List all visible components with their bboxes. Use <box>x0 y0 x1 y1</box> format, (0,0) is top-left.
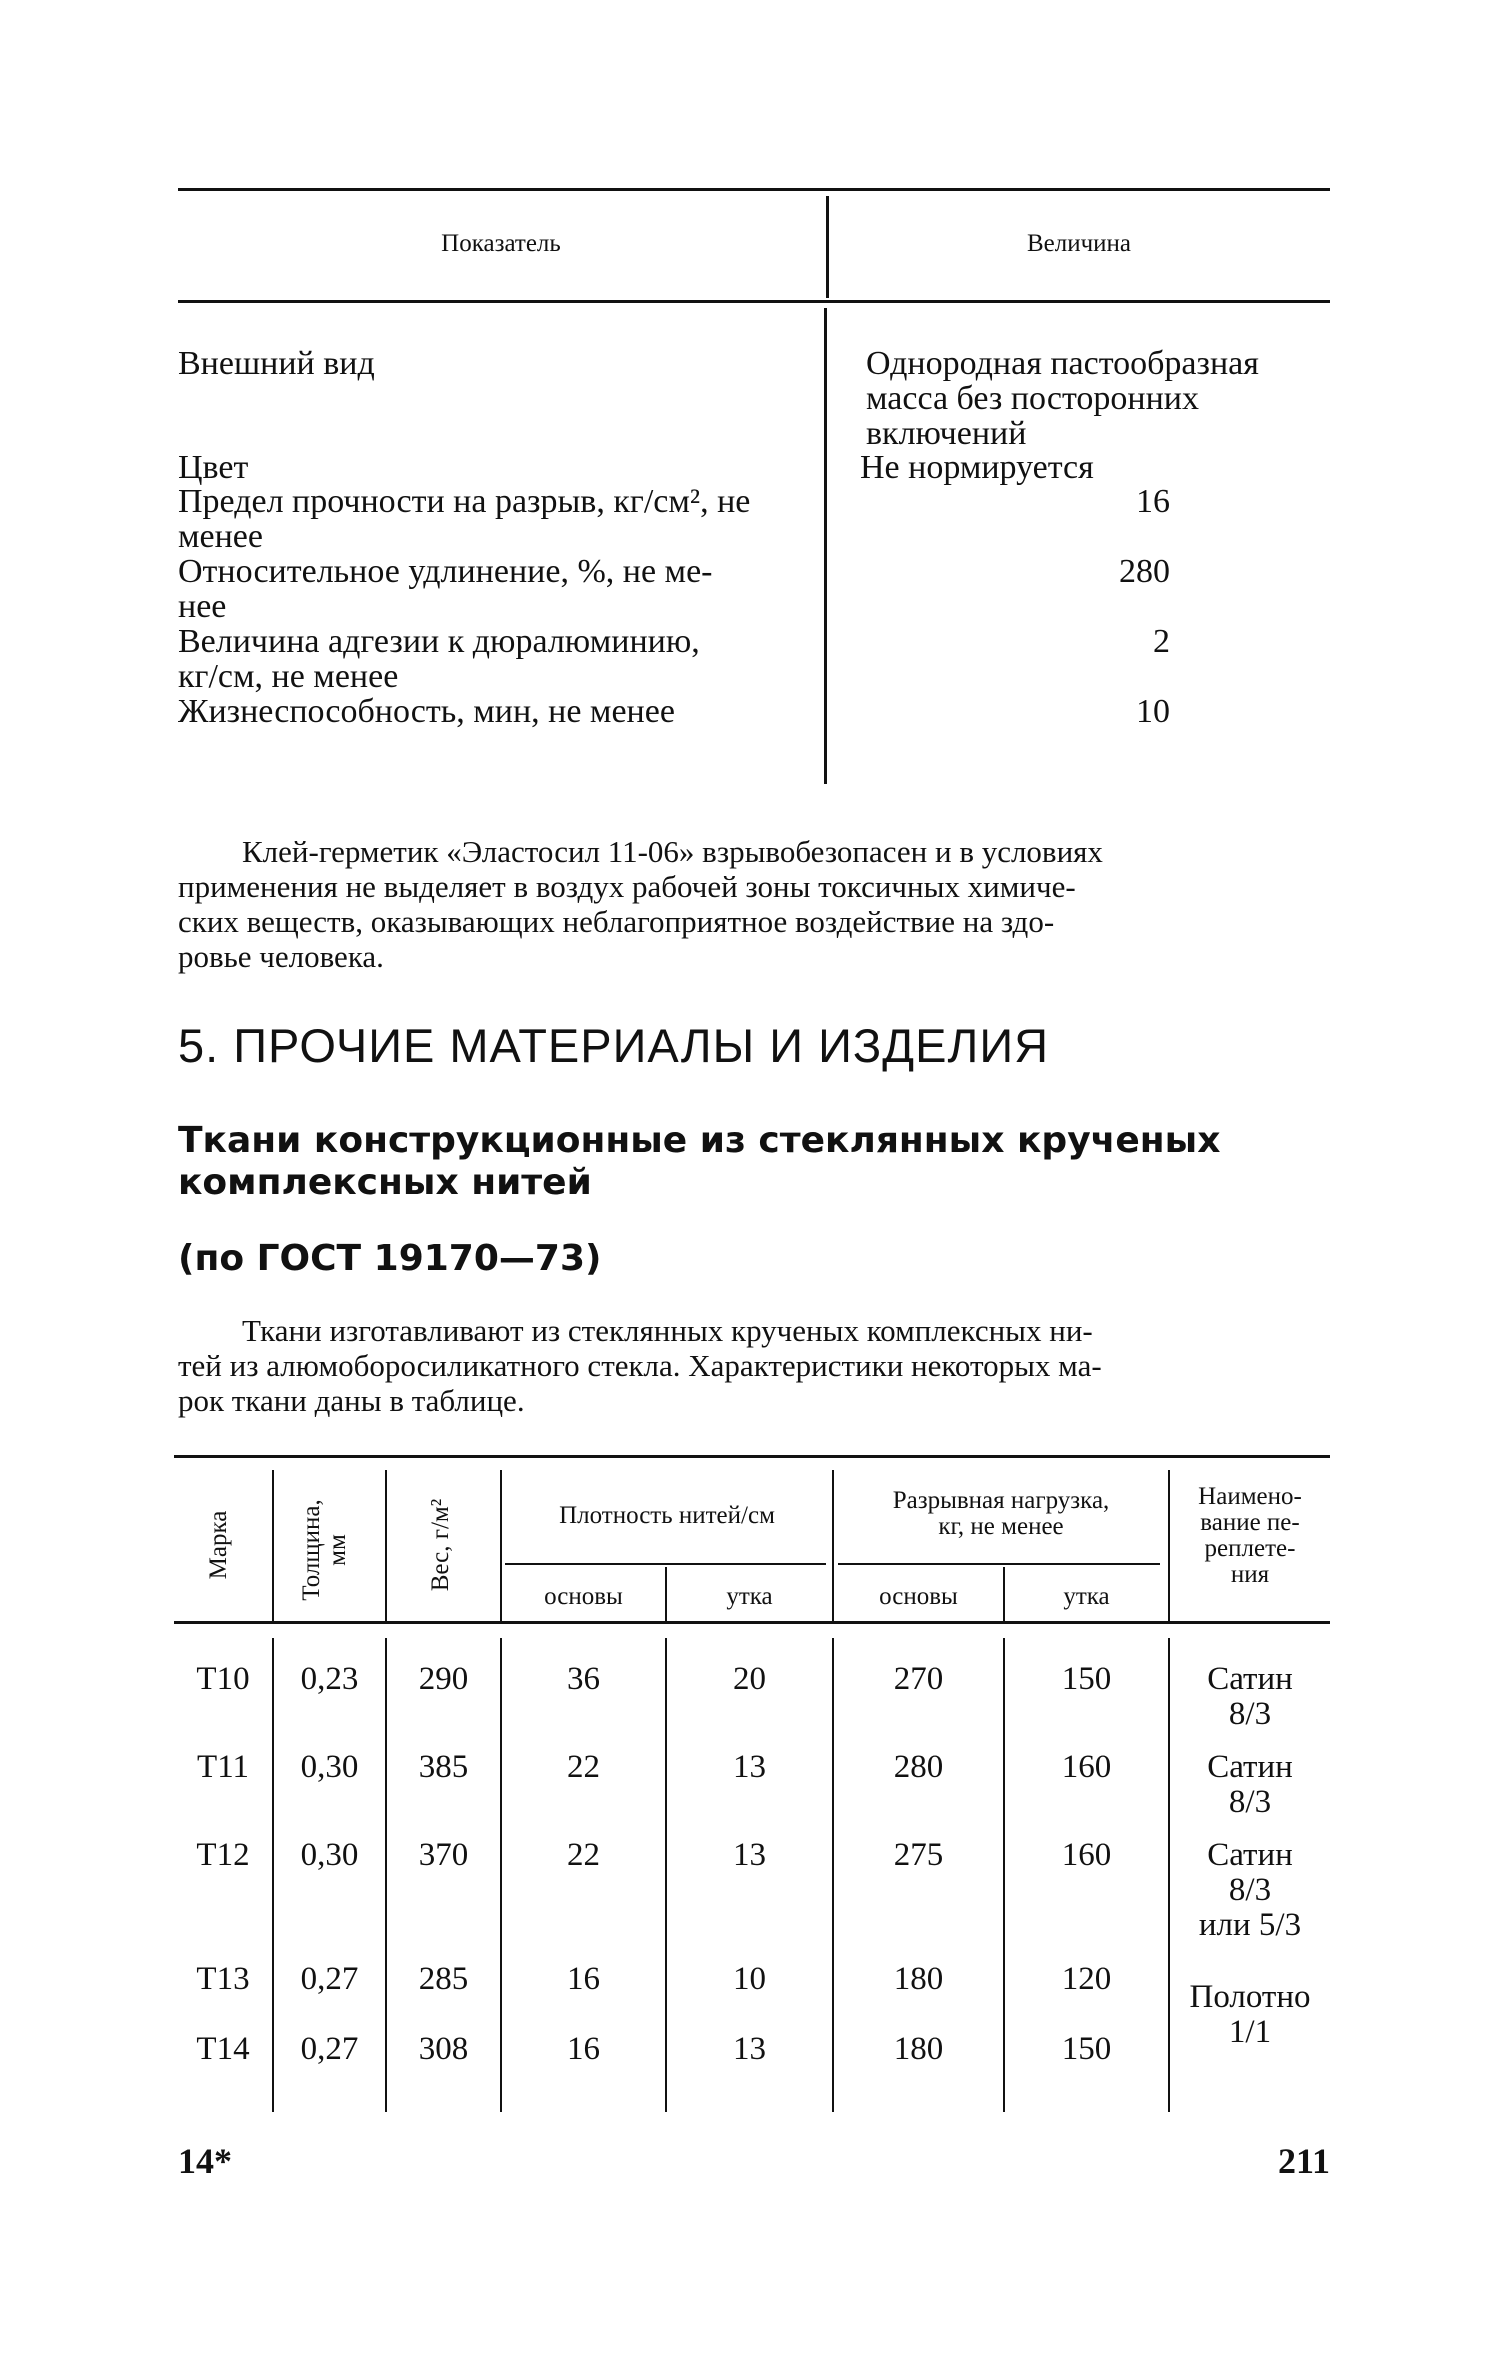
cell-load-weft: 160 <box>1061 1837 1112 1873</box>
cell-load-weft: 160 <box>1061 1749 1112 1785</box>
subsection-standard: (по ГОСТ 19170—73) <box>178 1238 602 1279</box>
indicator-pot-life: Жизнеспособность, мин, не менее <box>178 693 675 730</box>
value-appearance <box>866 346 1336 451</box>
header-line: ния <box>1230 1561 1270 1588</box>
cell-load-weft: 120 <box>1061 1961 1112 1997</box>
header-load-weft: утка <box>1063 1583 1110 1610</box>
weave-line: 8/3 <box>1228 1872 1272 1908</box>
paragraph-safety <box>178 834 1330 974</box>
cell-weave-name <box>1170 1662 1330 1732</box>
value-line: Однородная пастообразная <box>866 345 1259 382</box>
header-line: Толщина, <box>298 1499 325 1601</box>
paragraph-line: применения не выделяет в воздух рабочей зоны токсичных химиче- <box>178 869 1076 904</box>
header-line: реплете- <box>1204 1535 1296 1562</box>
section-title: 5. ПРОЧИЕ МАТЕРИАЛЫ И ИЗДЕЛИЯ <box>178 1019 1050 1072</box>
cell-mark: Т12 <box>196 1837 250 1873</box>
weave-line: 8/3 <box>1228 1696 1272 1732</box>
cell-density-warp: 16 <box>567 2031 600 2067</box>
indicator-color: Цвет <box>178 449 249 486</box>
header-load-warp: основы <box>879 1583 958 1610</box>
weave-line: 1/1 <box>1228 2014 1272 2050</box>
cell-density-weft: 13 <box>733 1749 766 1785</box>
cell-density-warp: 22 <box>567 1837 600 1873</box>
cell-weight: 385 <box>418 1749 469 1785</box>
paragraph-line: ровье человека. <box>178 939 384 974</box>
value-color: Не нормируется <box>860 449 1094 486</box>
cell-density-weft: 13 <box>733 2031 766 2067</box>
indicator-tensile-strength <box>178 484 798 554</box>
indicator-appearance: Внешний вид <box>178 345 375 382</box>
value-pot-life: 10 <box>1136 693 1170 730</box>
indicator-line: Величина адгезии к дюралюминию, <box>178 623 700 660</box>
cell-load-weft: 150 <box>1061 2031 1112 2067</box>
table-2-top-rule <box>174 1455 1330 1458</box>
paragraph-line: тей из алюмоборосиликатного стекла. Характеристики некоторых ма- <box>178 1348 1102 1383</box>
header-breaking-load <box>834 1488 1168 1540</box>
cell-load-warp: 180 <box>893 1961 944 1997</box>
weave-line: или 5/3 <box>1198 1907 1302 1943</box>
cell-density-weft: 20 <box>733 1661 766 1697</box>
header-thickness <box>299 1475 359 1625</box>
weave-line: 8/3 <box>1228 1784 1272 1820</box>
header-line: мм <box>324 1534 351 1566</box>
cell-weight: 370 <box>418 1837 469 1873</box>
table-1-top-rule <box>178 188 1330 191</box>
table-2-density-subrule <box>505 1563 826 1565</box>
indicator-line: нее <box>178 588 227 625</box>
paragraph-line: Клей-герметик «Эластосил 11-06» взрывобезопасен и в условиях <box>242 834 1103 869</box>
cell-load-warp: 180 <box>893 2031 944 2067</box>
indicator-line: менее <box>178 518 263 555</box>
cell-weight: 285 <box>418 1961 469 1997</box>
weave-line: Сатин <box>1207 1837 1293 1873</box>
value-line: масса без посторонних <box>866 380 1199 417</box>
header-density-weft: утка <box>726 1583 773 1610</box>
cell-thickness: 0,30 <box>300 1749 359 1785</box>
paragraph-fabrics <box>178 1313 1330 1418</box>
page-number: 211 <box>1277 2141 1330 2181</box>
weave-line: Сатин <box>1207 1661 1293 1697</box>
header-line: Наимено- <box>1198 1483 1302 1510</box>
cell-load-warp: 270 <box>893 1661 944 1697</box>
header-line: вание пе- <box>1200 1509 1300 1536</box>
cell-weave-name <box>1170 1980 1330 2050</box>
cell-load-warp: 280 <box>893 1749 944 1785</box>
cell-weave-name <box>1170 1838 1330 1943</box>
cell-density-weft: 10 <box>733 1961 766 1997</box>
paragraph-line: рок ткани даны в таблице. <box>178 1383 525 1418</box>
value-elongation: 280 <box>1119 553 1170 590</box>
table-1-header-rule <box>178 300 1330 303</box>
cell-mark: Т13 <box>196 1961 250 1997</box>
header-weave-name <box>1170 1484 1330 1588</box>
indicator-line: Относительное удлинение, %, не ме- <box>178 553 713 590</box>
paragraph-line: ских веществ, оказывающих неблагоприятное воздействие на здо- <box>178 904 1055 939</box>
cell-weight: 308 <box>418 2031 469 2067</box>
header-density: Плотность нитей/см <box>559 1502 775 1529</box>
cell-thickness: 0,27 <box>300 1961 359 1997</box>
cell-mark: Т10 <box>196 1661 250 1697</box>
table-1-header-indicator: Показатель <box>441 230 561 257</box>
indicator-line: кг/см, не менее <box>178 658 399 695</box>
cell-density-warp: 22 <box>567 1749 600 1785</box>
indicator-adhesion <box>178 624 798 694</box>
subsection-title-line: комплексных нитей <box>178 1162 592 1203</box>
header-density-warp: основы <box>544 1583 623 1610</box>
value-adhesion: 2 <box>1153 623 1170 660</box>
cell-weight: 290 <box>418 1661 469 1697</box>
cell-density-warp: 36 <box>567 1661 600 1697</box>
indicator-elongation <box>178 554 798 624</box>
signature-mark: 14* <box>178 2141 232 2181</box>
cell-density-warp: 16 <box>567 1961 600 1997</box>
cell-density-weft: 13 <box>733 1837 766 1873</box>
value-line: включений <box>866 415 1027 452</box>
cell-thickness: 0,30 <box>300 1837 359 1873</box>
paragraph-line: Ткани изготавливают из стеклянных крученых комплексных ни- <box>242 1313 1093 1348</box>
cell-weave-name <box>1170 1750 1330 1820</box>
table-2-load-subrule <box>838 1563 1160 1565</box>
header-line: кг, не менее <box>938 1513 1064 1540</box>
table-1-header-value: Величина <box>1026 230 1132 257</box>
weave-line: Сатин <box>1207 1749 1293 1785</box>
cell-thickness: 0,27 <box>300 2031 359 2067</box>
header-mark: Марка <box>205 1510 232 1580</box>
subsection-title-line: Ткани конструкционные из стеклянных крученых <box>178 1120 1221 1161</box>
cell-load-warp: 275 <box>893 1837 944 1873</box>
header-weight: Вес, г/м² <box>427 1498 454 1592</box>
table-1-column-divider <box>824 308 827 784</box>
cell-mark: Т14 <box>196 2031 250 2067</box>
indicator-line: Предел прочности на разрыв, кг/см², не <box>178 483 751 520</box>
value-tensile-strength: 16 <box>1136 483 1170 520</box>
subsection-title <box>178 1120 1220 1204</box>
header-line: Разрывная нагрузка, <box>892 1487 1110 1514</box>
table-2-divider <box>385 1470 387 1622</box>
weave-line: Полотно <box>1189 1979 1311 2015</box>
table-2-divider <box>272 1470 274 1622</box>
cell-mark: Т11 <box>197 1749 249 1785</box>
cell-load-weft: 150 <box>1061 1661 1112 1697</box>
cell-thickness: 0,23 <box>300 1661 359 1697</box>
